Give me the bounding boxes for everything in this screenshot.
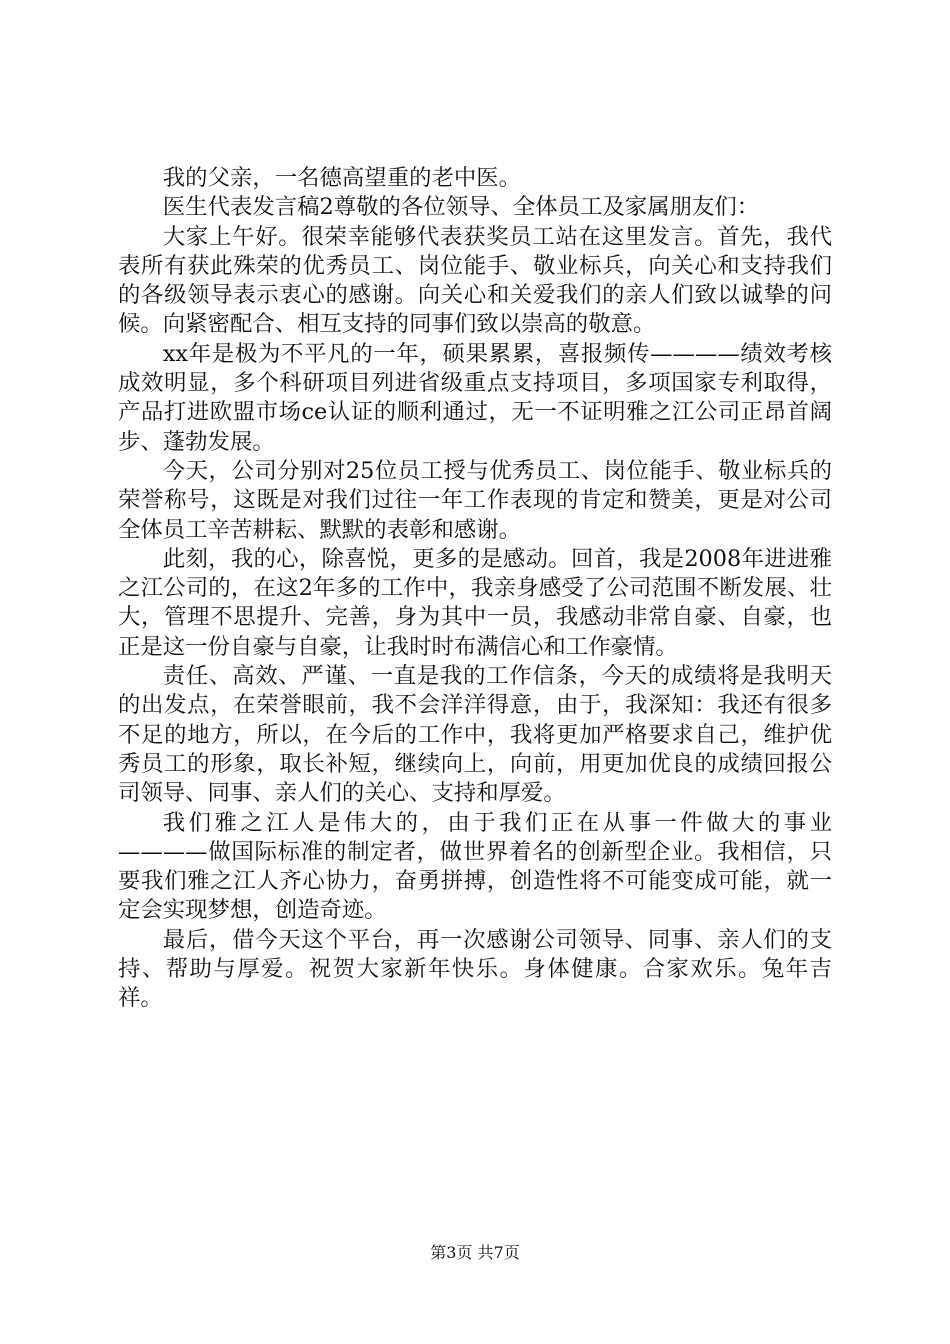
paragraph: 医生代表发言稿2尊敬的各位领导、全体员工及家属朋友们： [162,194,760,221]
page-number: 第3页 共7页 [430,1243,520,1262]
paragraph: 今天，公司分别对25位员工授与优秀员工、岗位能手、敬业标兵的荣誉称号，这既是对我们过往一年工作表现的肯定和赞美，更是对公司全体员工辛苦耕耘、默默的表彰和感谢。 [118,457,832,543]
paragraph: 我们雅之江人是伟大的，由于我们正在从事一件做大的事业————做国际标准的制定者，做世界着名的创新型企业。我相信，只要我们雅之江人齐心协力，奋勇拼搏，创造性将不可能变成可能，就一定会实现梦想，创造奇迹。 [118,809,832,924]
paragraph: 责任、高效、严谨、一直是我的工作信条，今天的成绩将是我明天的出发点，在荣誉眼前，我不会洋洋得意，由于，我深知：我还有很多不足的地方，所以，在今后的工作中，我将更加严格要求自己，维护优秀员工的形象，取长补短，继续向上，向前，用更加优良的成绩回报公司领导、同事、亲人们的关心、支持和厚爱。 [118,663,832,807]
paragraph: 大家上午好。很荣幸能够代表获奖员工站在这里发言。首先，我代表所有获此殊荣的优秀员工、岗位能手、敬业标兵，向关心和支持我们的各级领导表示衷心的感谢。向关心和关爱我们的亲人们致以诚挚的问候。向紧密配合、相互支持的同事们致以崇高的敬意。 [118,223,832,338]
page-footer [0,1243,950,1263]
document-body [118,164,832,1014]
paragraph: xx年是极为不平凡的一年，硕果累累，喜报频传————绩效考核成效明显，多个科研项目列进省级重点支持项目，多项国家专利取得，产品打进欧盟市场ce认证的顺利通过，无一不证明雅之江公司正昂首阔步、蓬勃发展。 [118,340,832,455]
paragraph: 此刻，我的心，除喜悦，更多的是感动。回首，我是2008年进进雅之江公司的，在这2年多的工作中，我亲身感受了公司范围不断发展、壮大，管理不思提升、完善，身为其中一员，我感动非常自豪、自豪，也正是这一份自豪与自豪，让我时时布满信心和工作豪情。 [118,545,832,660]
paragraph: 最后，借今天这个平台，再一次感谢公司领导、同事、亲人们的支持、帮助与厚爱。祝贺大家新年快乐。身体健康。合家欢乐。兔年吉祥。 [118,926,832,1012]
paragraph: 我的父亲，一名德高望重的老中医。 [162,165,522,191]
